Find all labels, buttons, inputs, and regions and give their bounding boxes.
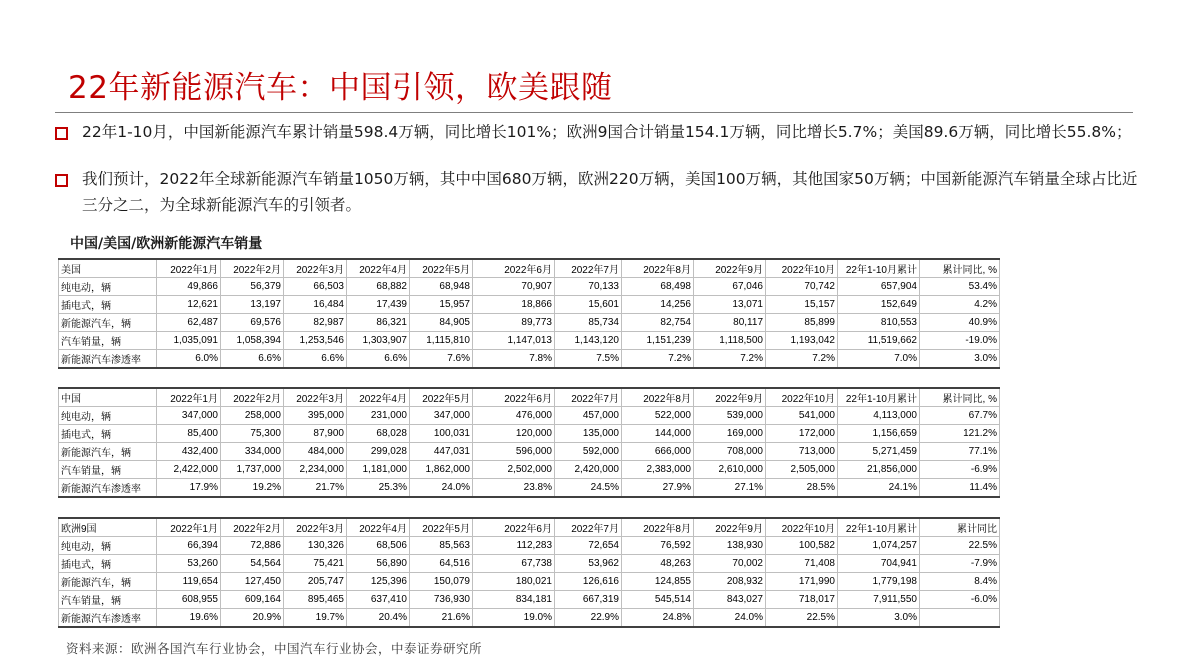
row-label: 纯电动，辆	[59, 407, 157, 425]
row-label: 插电式，辆	[59, 555, 157, 573]
row-label: 汽车销量，辆	[59, 591, 157, 609]
table-row	[59, 591, 1000, 609]
column-header: 2022年6月	[473, 259, 555, 278]
table-header-row	[59, 259, 1000, 278]
table-cell: 127,450	[221, 573, 284, 591]
table-cell: 6.0%	[157, 350, 221, 369]
row-label: 新能源汽车，辆	[59, 573, 157, 591]
table-cell: 2,383,000	[622, 461, 694, 479]
table-cell: 130,326	[284, 537, 347, 555]
table-cell: 120,000	[473, 425, 555, 443]
table-cell: 1,074,257	[838, 537, 920, 555]
table-cell: 2,505,000	[766, 461, 838, 479]
table-cell: 1,115,810	[410, 332, 473, 350]
table-cell: -6.9%	[920, 461, 1000, 479]
europe-sales-table	[58, 517, 1000, 628]
table-cell: 637,410	[347, 591, 410, 609]
table-cell: 19.6%	[157, 609, 221, 628]
table-cell: 208,932	[694, 573, 766, 591]
table-cell: 19.0%	[473, 609, 555, 628]
table-cell: 7.6%	[410, 350, 473, 369]
table-cell: 2,610,000	[694, 461, 766, 479]
row-label: 新能源汽车渗透率	[59, 350, 157, 369]
region-header: 欧洲9国	[59, 518, 157, 537]
column-header: 2022年10月	[766, 388, 838, 407]
table-cell: 25.3%	[347, 479, 410, 498]
table-cell: 834,181	[473, 591, 555, 609]
column-header: 累计同比, %	[920, 259, 1000, 278]
table-cell: 522,000	[622, 407, 694, 425]
table-cell: 13,197	[221, 296, 284, 314]
column-header: 2022年8月	[622, 518, 694, 537]
table-cell: 68,882	[347, 278, 410, 296]
table-header-row	[59, 518, 1000, 537]
table-row	[59, 407, 1000, 425]
table-cell: 23.8%	[473, 479, 555, 498]
column-header: 2022年1月	[157, 259, 221, 278]
column-header: 2022年9月	[694, 518, 766, 537]
table-cell: 205,747	[284, 573, 347, 591]
table-cell: 1,058,394	[221, 332, 284, 350]
table-cell: 82,987	[284, 314, 347, 332]
column-header: 2022年2月	[221, 259, 284, 278]
square-bullet-icon	[55, 127, 68, 140]
table-cell: 6.6%	[284, 350, 347, 369]
table-row	[59, 443, 1000, 461]
table-row	[59, 555, 1000, 573]
table-cell: 1,151,239	[622, 332, 694, 350]
column-header: 累计同比, %	[920, 388, 1000, 407]
table-cell: 657,904	[838, 278, 920, 296]
column-header: 2022年3月	[284, 388, 347, 407]
table-cell: 1,737,000	[221, 461, 284, 479]
region-header: 美国	[59, 259, 157, 278]
table-cell: 6.6%	[347, 350, 410, 369]
table-cell: 15,157	[766, 296, 838, 314]
table-cell: 1,253,546	[284, 332, 347, 350]
table-cell: 135,000	[555, 425, 622, 443]
table-cell: 24.1%	[838, 479, 920, 498]
table-cell: 22.5%	[920, 537, 1000, 555]
table-cell: 119,654	[157, 573, 221, 591]
table-cell: 124,855	[622, 573, 694, 591]
table-cell: 347,000	[157, 407, 221, 425]
table-cell: 21,856,000	[838, 461, 920, 479]
source-note: 资料来源：欧洲各国汽车行业协会，中国汽车行业协会，中泰证券研究所	[66, 641, 483, 656]
table-cell: 89,773	[473, 314, 555, 332]
table-cell: 1,862,000	[410, 461, 473, 479]
table-cell: 87,900	[284, 425, 347, 443]
row-label: 汽车销量，辆	[59, 461, 157, 479]
table-row	[59, 296, 1000, 314]
table-cell: 66,394	[157, 537, 221, 555]
table-cell: 1,303,907	[347, 332, 410, 350]
table-cell: 75,300	[221, 425, 284, 443]
table-cell: 49,866	[157, 278, 221, 296]
column-header: 2022年5月	[410, 388, 473, 407]
table-cell: 432,400	[157, 443, 221, 461]
table-cell: 86,321	[347, 314, 410, 332]
column-header: 2022年6月	[473, 388, 555, 407]
table-cell: 1,118,500	[694, 332, 766, 350]
table-cell: 704,941	[838, 555, 920, 573]
table-cell: 2,502,000	[473, 461, 555, 479]
table-cell: 70,907	[473, 278, 555, 296]
table-cell: 5,271,459	[838, 443, 920, 461]
table-cell: 7.2%	[766, 350, 838, 369]
column-header: 2022年10月	[766, 518, 838, 537]
table-cell: 69,576	[221, 314, 284, 332]
table-cell: 70,742	[766, 278, 838, 296]
table-cell: 180,021	[473, 573, 555, 591]
table-row	[59, 332, 1000, 350]
table-cell: 541,000	[766, 407, 838, 425]
table-cell: 53,260	[157, 555, 221, 573]
table-cell: 1,156,659	[838, 425, 920, 443]
table-cell: 126,616	[555, 573, 622, 591]
table-cell: 7.2%	[694, 350, 766, 369]
table-cell: 77.1%	[920, 443, 1000, 461]
table-cell: 2,234,000	[284, 461, 347, 479]
table-cell: 6.6%	[221, 350, 284, 369]
column-header: 2022年4月	[347, 388, 410, 407]
table-cell: 17.9%	[157, 479, 221, 498]
table-cell: 8.4%	[920, 573, 1000, 591]
column-header: 2022年7月	[555, 518, 622, 537]
row-label: 插电式，辆	[59, 296, 157, 314]
column-header: 22年1-10月累计	[838, 259, 920, 278]
table-cell: -19.0%	[920, 332, 1000, 350]
row-label: 新能源汽车渗透率	[59, 609, 157, 628]
table-cell: 56,379	[221, 278, 284, 296]
table-cell: 82,754	[622, 314, 694, 332]
table-cell: 1,147,013	[473, 332, 555, 350]
table-cell: 20.9%	[221, 609, 284, 628]
table-cell: 3.0%	[838, 609, 920, 628]
table-cell: 545,514	[622, 591, 694, 609]
column-header: 2022年1月	[157, 388, 221, 407]
table-cell: 71,408	[766, 555, 838, 573]
table-cell: 1,035,091	[157, 332, 221, 350]
table-cell: 152,649	[838, 296, 920, 314]
table-cell: -7.9%	[920, 555, 1000, 573]
table-cell: 28.5%	[766, 479, 838, 498]
table-cell: 843,027	[694, 591, 766, 609]
table-cell: 592,000	[555, 443, 622, 461]
column-header: 2022年2月	[221, 388, 284, 407]
table-cell: 138,930	[694, 537, 766, 555]
column-header: 22年1-10月累计	[838, 388, 920, 407]
bullet-text: 我们预计，2022年全球新能源汽车销量1050万辆，其中中国680万辆，欧洲220万辆，美国100万辆，其他国家50万辆；中国新能源汽车销量全球占比近三分之二，为全球新能源汽车的引领者。	[82, 170, 1138, 214]
table-cell: 84,905	[410, 314, 473, 332]
table-cell: 100,582	[766, 537, 838, 555]
column-header: 2022年2月	[221, 518, 284, 537]
table-cell: 70,002	[694, 555, 766, 573]
table-cell: 19.2%	[221, 479, 284, 498]
table-cell: 112,283	[473, 537, 555, 555]
row-label: 新能源汽车渗透率	[59, 479, 157, 498]
table-cell: 11,519,662	[838, 332, 920, 350]
table-cell: 16,484	[284, 296, 347, 314]
table-cell: 54,564	[221, 555, 284, 573]
column-header: 累计同比	[920, 518, 1000, 537]
table-cell: 21.7%	[284, 479, 347, 498]
table-cell: 70,133	[555, 278, 622, 296]
table-cell: 85,899	[766, 314, 838, 332]
table-cell: 609,164	[221, 591, 284, 609]
table-cell: 85,400	[157, 425, 221, 443]
square-bullet-icon	[55, 174, 68, 187]
table-cell: 14,256	[622, 296, 694, 314]
table-cell: 68,498	[622, 278, 694, 296]
table-row	[59, 278, 1000, 296]
table-cell: 53,962	[555, 555, 622, 573]
table-cell: 231,000	[347, 407, 410, 425]
bullet-text: 22年1-10月，中国新能源汽车累计销量598.4万辆，同比增长101%；欧洲9国合计销量154.1万辆，同比增长5.7%；美国89.6万辆，同比增长55.8%；	[82, 123, 1132, 141]
table-cell: 2,420,000	[555, 461, 622, 479]
table-cell: 62,487	[157, 314, 221, 332]
table-cell: 64,516	[410, 555, 473, 573]
table-cell: 27.9%	[622, 479, 694, 498]
table-cell: 40.9%	[920, 314, 1000, 332]
table-cell: 144,000	[622, 425, 694, 443]
column-header: 2022年7月	[555, 388, 622, 407]
table-cell: 171,990	[766, 573, 838, 591]
table-cell: 125,396	[347, 573, 410, 591]
table-cell: 1,193,042	[766, 332, 838, 350]
column-header: 2022年8月	[622, 259, 694, 278]
column-header: 2022年3月	[284, 259, 347, 278]
column-header: 2022年10月	[766, 259, 838, 278]
table-cell: 4,113,000	[838, 407, 920, 425]
table-cell: 7.8%	[473, 350, 555, 369]
table-row	[59, 573, 1000, 591]
table-cell: 258,000	[221, 407, 284, 425]
table-cell: 68,948	[410, 278, 473, 296]
table-cell: 12,621	[157, 296, 221, 314]
china-sales-table	[58, 387, 1000, 498]
table-cell: 596,000	[473, 443, 555, 461]
column-header: 2022年8月	[622, 388, 694, 407]
table-cell: -6.0%	[920, 591, 1000, 609]
table-cell: 299,028	[347, 443, 410, 461]
table-cell: 56,890	[347, 555, 410, 573]
column-header: 2022年4月	[347, 259, 410, 278]
table-row	[59, 425, 1000, 443]
table-cell: 347,000	[410, 407, 473, 425]
table-cell: 810,553	[838, 314, 920, 332]
row-label: 纯电动，辆	[59, 537, 157, 555]
table-cell: 13,071	[694, 296, 766, 314]
table-cell: 80,117	[694, 314, 766, 332]
column-header: 2022年3月	[284, 518, 347, 537]
table-cell: 713,000	[766, 443, 838, 461]
table-cell: 68,506	[347, 537, 410, 555]
table-cell: 76,592	[622, 537, 694, 555]
table-cell: 27.1%	[694, 479, 766, 498]
table-cell: 667,319	[555, 591, 622, 609]
table-cell: 85,734	[555, 314, 622, 332]
table-cell: 24.0%	[410, 479, 473, 498]
table-header-row	[59, 388, 1000, 407]
column-header: 2022年9月	[694, 388, 766, 407]
table-row	[59, 479, 1000, 498]
table-cell: 11.4%	[920, 479, 1000, 498]
table-cell: 72,654	[555, 537, 622, 555]
table-cell: 67,046	[694, 278, 766, 296]
column-header: 2022年5月	[410, 259, 473, 278]
row-label: 插电式，辆	[59, 425, 157, 443]
table-cell: 75,421	[284, 555, 347, 573]
row-label: 新能源汽车，辆	[59, 314, 157, 332]
table-cell: 7,911,550	[838, 591, 920, 609]
region-header: 中国	[59, 388, 157, 407]
column-header: 2022年7月	[555, 259, 622, 278]
column-header: 2022年6月	[473, 518, 555, 537]
table-cell: 2,422,000	[157, 461, 221, 479]
table-row	[59, 537, 1000, 555]
table-cell: 172,000	[766, 425, 838, 443]
table-cell: 1,181,000	[347, 461, 410, 479]
table-cell: 736,930	[410, 591, 473, 609]
table-cell: 395,000	[284, 407, 347, 425]
table-cell: 24.0%	[694, 609, 766, 628]
table-row	[59, 350, 1000, 369]
table-cell: 22.5%	[766, 609, 838, 628]
table-cell: 24.5%	[555, 479, 622, 498]
table-cell: 666,000	[622, 443, 694, 461]
table-cell: 18,866	[473, 296, 555, 314]
column-header: 22年1-10月累计	[838, 518, 920, 537]
usa-sales-table	[58, 258, 1000, 369]
table-cell: 1,779,198	[838, 573, 920, 591]
column-header: 2022年5月	[410, 518, 473, 537]
table-cell: 895,465	[284, 591, 347, 609]
table-cell	[920, 609, 1000, 628]
table-cell: 17,439	[347, 296, 410, 314]
table-cell: 447,031	[410, 443, 473, 461]
table-cell: 72,886	[221, 537, 284, 555]
table-row	[59, 461, 1000, 479]
table-cell: 68,028	[347, 425, 410, 443]
table-cell: 15,957	[410, 296, 473, 314]
table-cell: 1,143,120	[555, 332, 622, 350]
column-header: 2022年1月	[157, 518, 221, 537]
table-cell: 4.2%	[920, 296, 1000, 314]
table-cell: 7.5%	[555, 350, 622, 369]
bullet-point	[55, 119, 1145, 145]
table-cell: 24.8%	[622, 609, 694, 628]
table-caption: 中国/美国/欧洲新能源汽车销量	[70, 236, 263, 252]
row-label: 纯电动，辆	[59, 278, 157, 296]
table-cell: 85,563	[410, 537, 473, 555]
bullet-point	[55, 166, 1145, 218]
table-cell: 121.2%	[920, 425, 1000, 443]
table-cell: 708,000	[694, 443, 766, 461]
table-cell: 457,000	[555, 407, 622, 425]
table-row	[59, 314, 1000, 332]
column-header: 2022年9月	[694, 259, 766, 278]
table-cell: 539,000	[694, 407, 766, 425]
table-cell: 7.2%	[622, 350, 694, 369]
table-cell: 48,263	[622, 555, 694, 573]
title-divider	[55, 112, 1133, 113]
table-cell: 3.0%	[920, 350, 1000, 369]
table-cell: 67.7%	[920, 407, 1000, 425]
table-cell: 7.0%	[838, 350, 920, 369]
table-cell: 53.4%	[920, 278, 1000, 296]
table-cell: 67,738	[473, 555, 555, 573]
table-cell: 608,955	[157, 591, 221, 609]
table-cell: 334,000	[221, 443, 284, 461]
table-cell: 22.9%	[555, 609, 622, 628]
table-cell: 15,601	[555, 296, 622, 314]
table-cell: 484,000	[284, 443, 347, 461]
table-cell: 66,503	[284, 278, 347, 296]
row-label: 汽车销量，辆	[59, 332, 157, 350]
page-title: 22年新能源汽车：中国引领，欧美跟随	[68, 70, 613, 106]
table-cell: 20.4%	[347, 609, 410, 628]
table-cell: 19.7%	[284, 609, 347, 628]
table-cell: 150,079	[410, 573, 473, 591]
table-cell: 21.6%	[410, 609, 473, 628]
table-cell: 169,000	[694, 425, 766, 443]
table-cell: 476,000	[473, 407, 555, 425]
table-cell: 100,031	[410, 425, 473, 443]
column-header: 2022年4月	[347, 518, 410, 537]
table-cell: 718,017	[766, 591, 838, 609]
row-label: 新能源汽车，辆	[59, 443, 157, 461]
table-row	[59, 609, 1000, 628]
